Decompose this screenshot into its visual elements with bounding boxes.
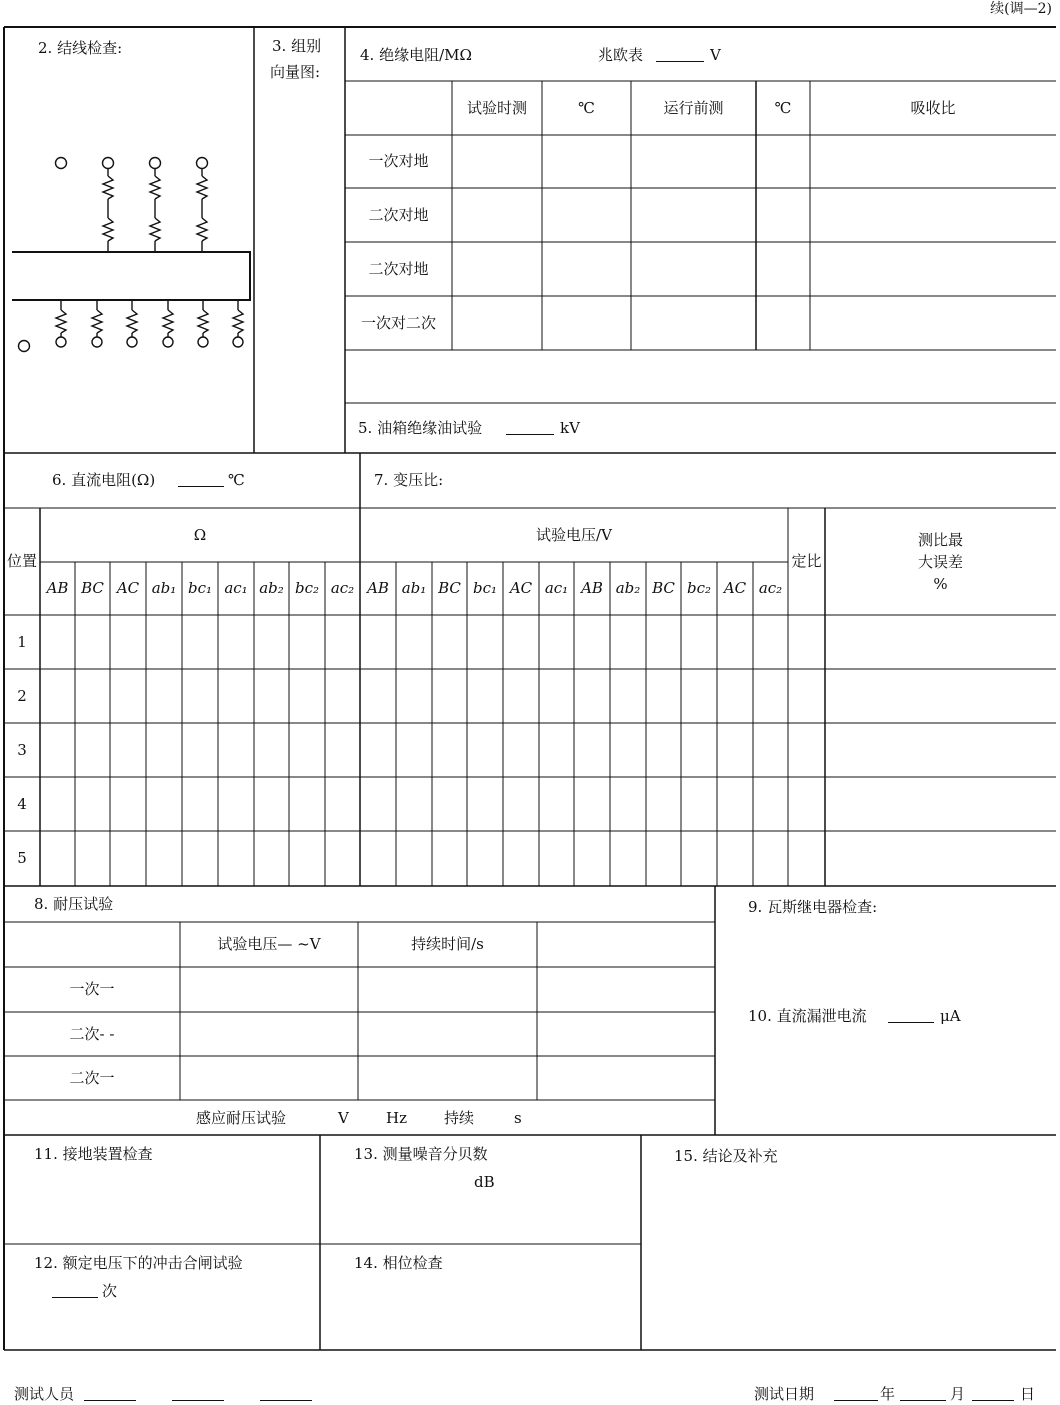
- induced-withstand-label: 感应耐压试验: [196, 1109, 287, 1127]
- induced-unit-volts: V: [338, 1109, 349, 1127]
- ohm-header: Ω: [193, 525, 207, 544]
- megger-unit: V: [710, 46, 721, 64]
- ir-row-label: 一次对二次: [360, 313, 436, 332]
- tester-name-blank[interactable]: [84, 1400, 136, 1401]
- winding-coil: [56, 300, 66, 347]
- winding-coil: [198, 300, 208, 347]
- ir-col-header-absorption-ratio: 吸收比: [910, 98, 956, 117]
- tester-label: 测试人员: [14, 1385, 75, 1403]
- core-box: [12, 252, 250, 300]
- megger-label: 兆欧表: [598, 46, 644, 64]
- test-date-label: 测试日期: [754, 1385, 815, 1403]
- ir-col-header-temp1: ℃: [578, 98, 595, 117]
- res-col-header: bc₁: [187, 579, 213, 598]
- withstand-row-label: 二次一: [69, 1068, 115, 1087]
- grounding-check-title: 11. 接地装置检查: [34, 1145, 153, 1163]
- tap-position-label: 3: [17, 740, 27, 759]
- noise-test-title: 13. 测量噪音分贝数: [354, 1145, 488, 1163]
- withstand-test-title: 8. 耐压试验: [34, 895, 114, 913]
- terminal-circle: [197, 158, 208, 169]
- impulse-closing-unit: 次: [102, 1282, 118, 1300]
- continuation-label: 续(调—2): [990, 1, 1052, 17]
- ir-row-label: 二次对地: [368, 205, 429, 224]
- date-month-blank[interactable]: [900, 1400, 946, 1401]
- ir-col-header-test: 试验时测: [466, 98, 527, 117]
- volt-col-header: ac₂: [758, 579, 783, 598]
- dc-resistance-temp-blank[interactable]: [178, 486, 224, 487]
- noise-test-unit: dB: [474, 1173, 495, 1191]
- ir-row-label: 一次对地: [368, 152, 429, 171]
- winding-coil: [197, 169, 207, 252]
- vector-group-title-line2: 向量图:: [270, 63, 321, 81]
- test-voltage-header: 试验电压/V: [536, 525, 612, 544]
- volt-col-header: ac₁: [544, 579, 569, 598]
- ir-col-header-before-run: 运行前测: [663, 98, 724, 117]
- dc-leakage-title: 10. 直流漏泄电流: [748, 1007, 867, 1025]
- oil-test-title: 5. 油箱绝缘油试验: [358, 419, 483, 437]
- withstand-row-label: 二次- -: [69, 1024, 115, 1043]
- ir-col-header-temp2: ℃: [774, 98, 792, 117]
- dc-leakage-unit: μA: [940, 1007, 961, 1025]
- tap-position-label: 1: [17, 632, 27, 651]
- res-col-header: AC: [116, 579, 140, 598]
- terminal-circle: [19, 341, 30, 352]
- res-col-header: bc₂: [294, 579, 320, 598]
- volt-col-header: ab₁: [401, 579, 427, 598]
- winding-coil: [163, 300, 173, 347]
- tester-name-blank[interactable]: [260, 1400, 312, 1401]
- res-col-header: BC: [81, 579, 104, 598]
- phase-check-title: 14. 相位检查: [354, 1254, 443, 1272]
- terminal-circle: [150, 158, 161, 169]
- max-error-header-line2: 大误差: [917, 552, 963, 571]
- induced-duration-label: 持续: [444, 1109, 475, 1127]
- position-header: 位置: [6, 552, 37, 571]
- dc-leakage-blank[interactable]: [888, 1022, 934, 1023]
- oil-test-kv-blank[interactable]: [506, 434, 554, 435]
- date-year-label: 年: [880, 1385, 896, 1403]
- tap-position-label: 2: [17, 686, 27, 705]
- turns-ratio-title: 7. 变压比:: [374, 471, 444, 489]
- dc-resistance-title: 6. 直流电阻(Ω): [52, 471, 156, 489]
- megger-voltage-blank[interactable]: [656, 61, 704, 62]
- volt-col-header: AB: [581, 579, 603, 598]
- volt-col-header: AC: [723, 579, 747, 598]
- tap-position-label: 4: [17, 794, 27, 813]
- winding-coil: [103, 169, 113, 252]
- date-day-label: 日: [1020, 1385, 1036, 1403]
- date-year-blank[interactable]: [834, 1400, 878, 1401]
- volt-col-header: ab₂: [615, 579, 641, 598]
- withstand-row-label: 一次一: [69, 980, 115, 999]
- withstand-col-header-duration: 持续时间/s: [411, 935, 484, 954]
- insulation-resistance-title: 4. 绝缘电阻/MΩ: [360, 46, 472, 64]
- winding-coil: [92, 300, 102, 347]
- ir-row-label: 二次对地: [368, 259, 429, 278]
- vector-group-title-line1: 3. 组别: [272, 37, 322, 55]
- res-col-header: ac₁: [224, 579, 248, 598]
- terminal-circle: [103, 158, 114, 169]
- res-col-header: ac₂: [330, 579, 355, 598]
- oil-test-unit: kV: [560, 419, 580, 437]
- res-col-header: ab₂: [259, 579, 284, 598]
- dc-resistance-unit: ℃: [228, 471, 245, 489]
- tap-position-label: 5: [17, 849, 27, 868]
- tester-name-blank[interactable]: [172, 1400, 224, 1401]
- volt-col-header: AC: [509, 579, 533, 598]
- winding-coil: [127, 300, 137, 347]
- withstand-col-header-voltage: 试验电压— ~V: [217, 935, 321, 954]
- volt-col-header: AB: [367, 579, 389, 598]
- wiring-check-title: 2. 结线检查:: [38, 39, 123, 57]
- max-error-header-line3: %: [933, 574, 948, 593]
- res-col-header: AB: [46, 579, 69, 598]
- impulse-closing-count-blank[interactable]: [52, 1297, 98, 1298]
- volt-col-header: bc₂: [686, 579, 712, 598]
- induced-unit-hz: Hz: [386, 1109, 407, 1127]
- terminal-circle: [56, 158, 67, 169]
- induced-unit-seconds: s: [514, 1109, 522, 1127]
- volt-col-header: BC: [652, 579, 675, 598]
- volt-col-header: BC: [438, 579, 461, 598]
- max-error-header-line1: 测比最: [917, 530, 963, 549]
- date-month-label: 月: [950, 1385, 966, 1403]
- date-day-blank[interactable]: [972, 1400, 1014, 1401]
- impulse-closing-title: 12. 额定电压下的冲击合闸试验: [34, 1254, 243, 1272]
- winding-coil: [233, 300, 243, 347]
- gas-relay-check-title: 9. 瓦斯继电器检查:: [748, 898, 878, 916]
- conclusion-title: 15. 结论及补充: [674, 1147, 778, 1165]
- winding-coil: [150, 169, 160, 252]
- res-col-header: ab₁: [151, 579, 177, 598]
- volt-col-header: bc₁: [472, 579, 498, 598]
- nominal-ratio-header: 定比: [791, 552, 822, 571]
